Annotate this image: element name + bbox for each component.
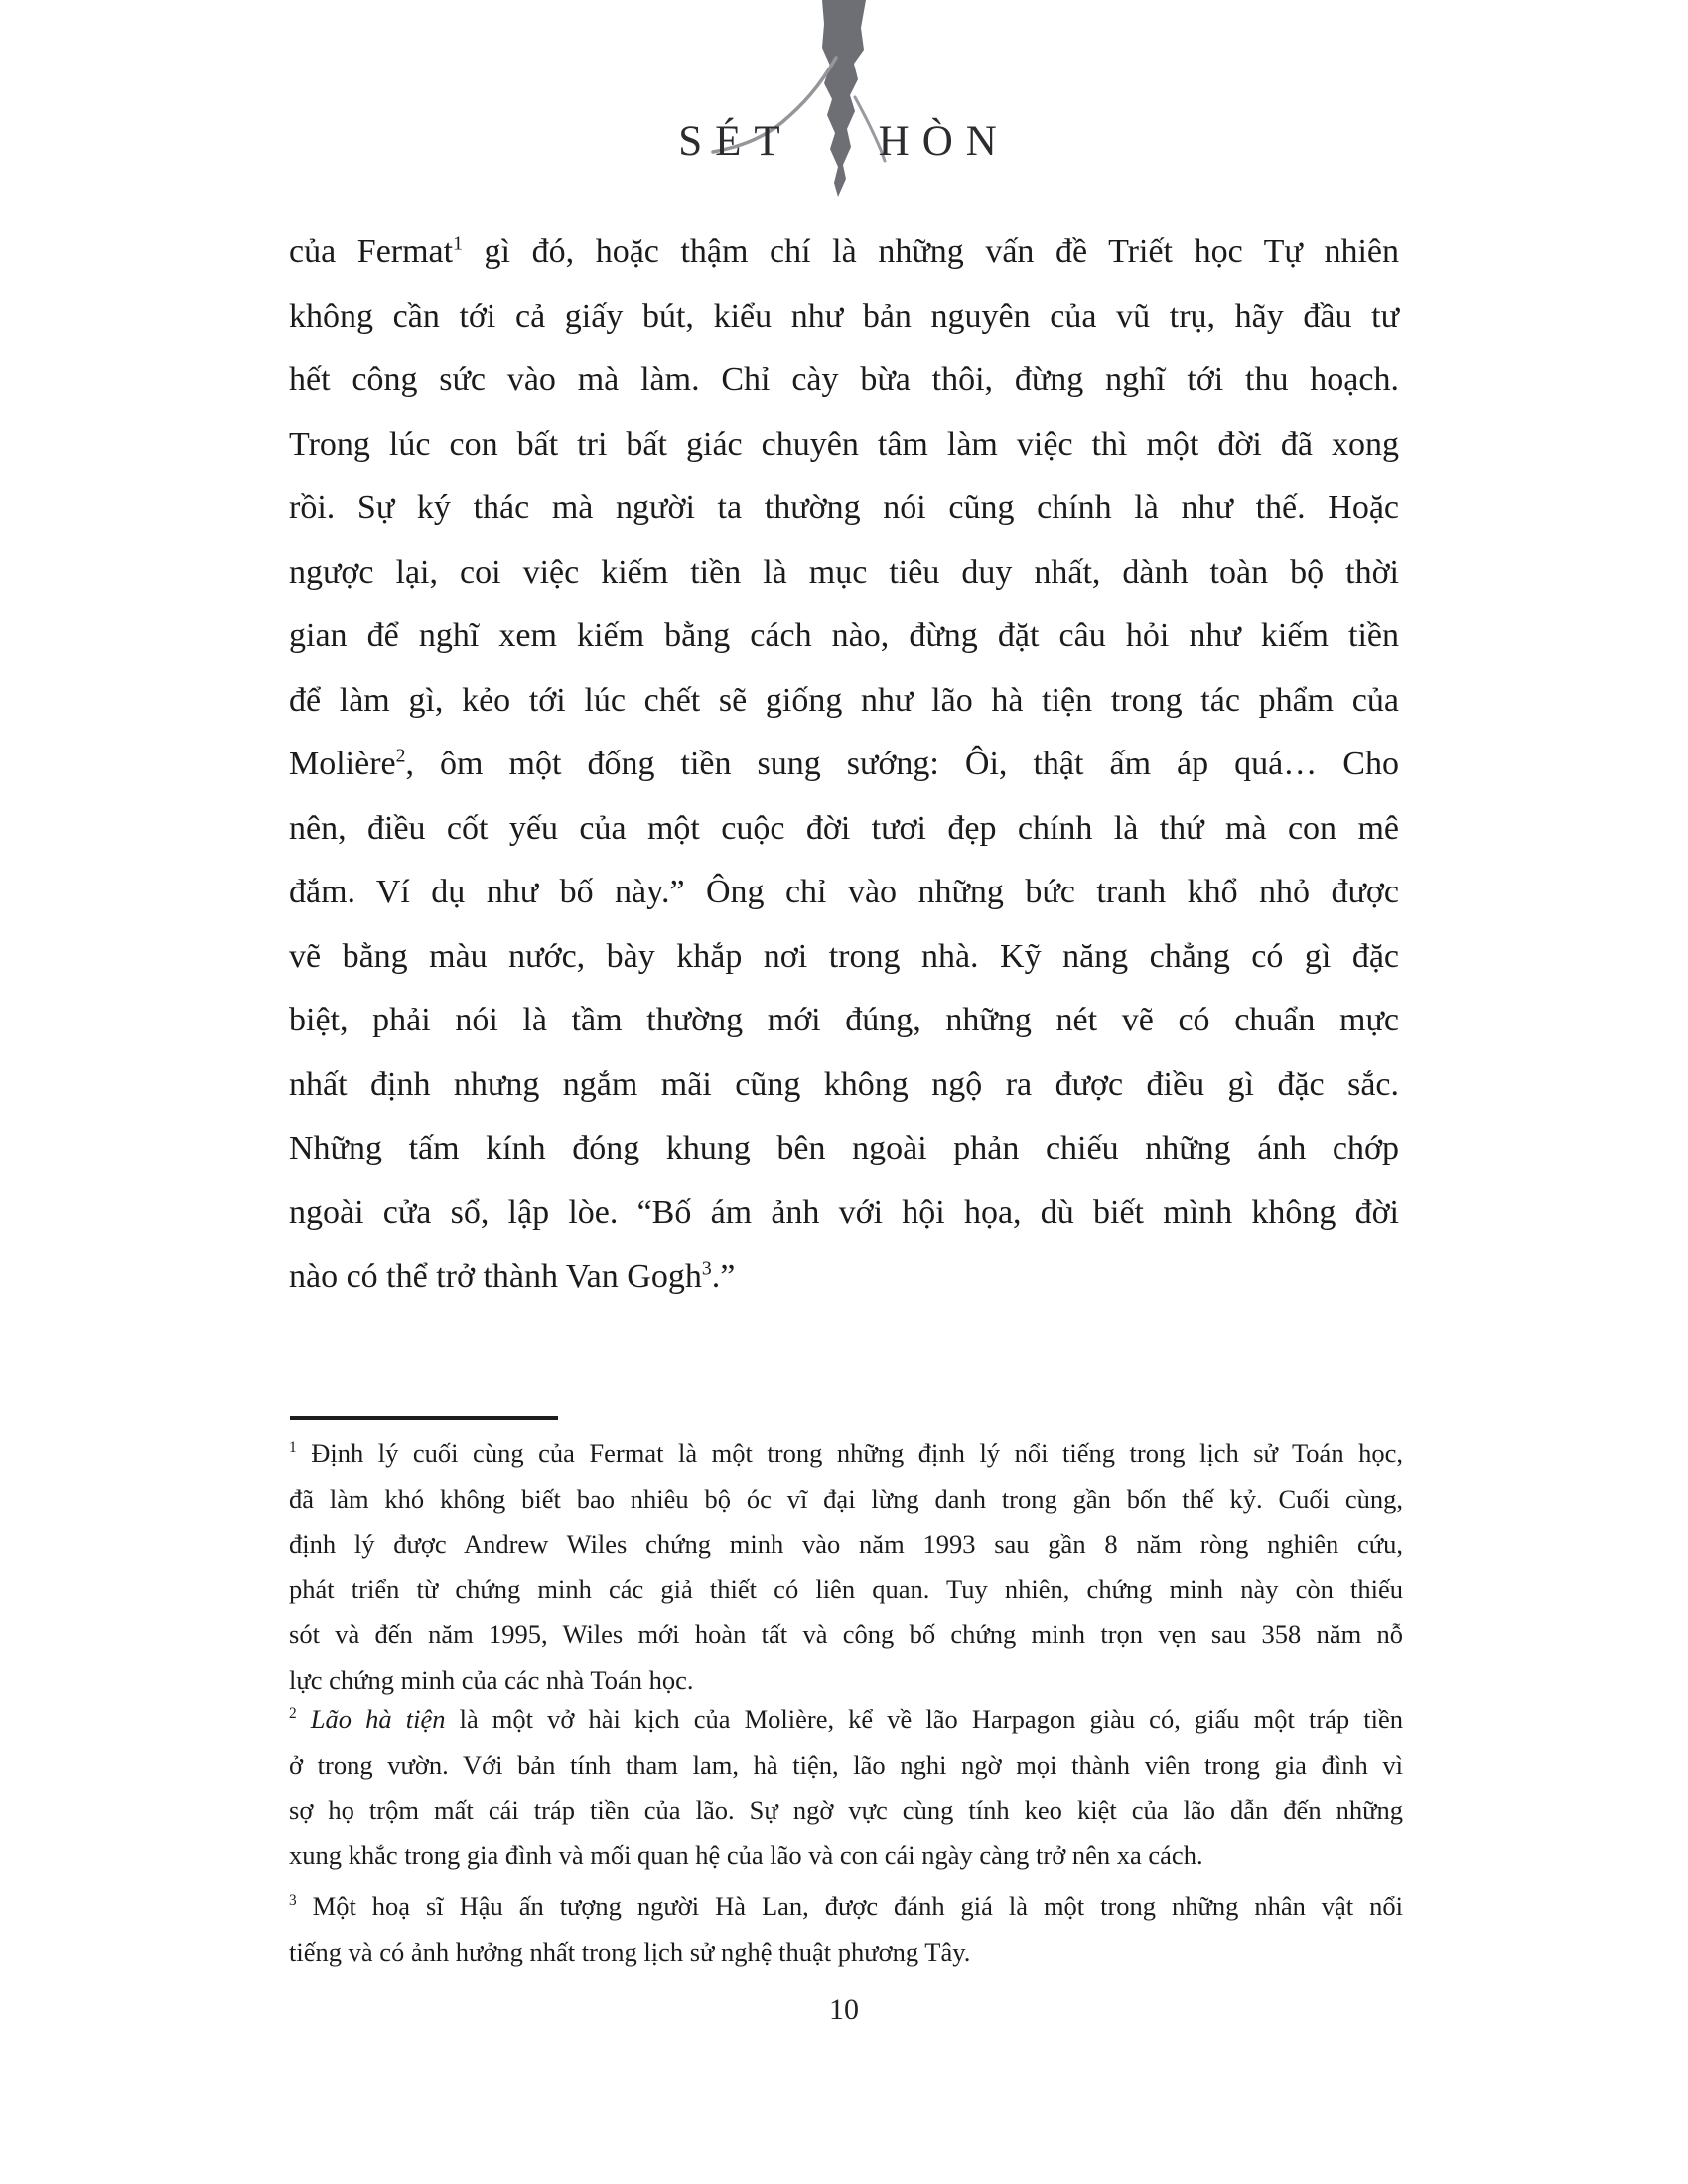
text-segment: của Fermat: [289, 233, 454, 270]
text-line: [289, 348, 1399, 413]
text-segment: Molière: [289, 746, 396, 782]
body-text: [289, 220, 1399, 1309]
footnote-marker: 3: [289, 1892, 297, 1910]
text-line: [289, 1181, 1399, 1246]
text-segment: để làm gì, kẻo tới lúc chết sẽ giống như lão hà tiện trong tác phẩm của: [289, 681, 1399, 719]
text-segment: xung khắc trong gia đình và mối quan hệ của lão và con cái ngày càng trở nên xa cách.: [289, 1840, 1203, 1870]
footnote-1: [289, 1432, 1403, 1703]
header-title-left: SÉT: [678, 118, 793, 165]
text-line: [289, 1522, 1403, 1568]
text-line: [289, 1884, 1403, 1930]
text-segment: đã làm khó không biết bao nhiêu bộ óc vĩ đại lừng danh trong gần bốn thế kỷ. Cuối cùng,: [289, 1483, 1403, 1514]
text-segment: tiếng và có ảnh hưởng nhất trong lịch sử nghệ thuật phương Tây.: [289, 1936, 971, 1967]
footnote-marker: 2: [289, 1706, 297, 1723]
text-segment: sót và đến năm 1995, Wiles mới hoàn tất và công bố chứng minh trọn vẹn sau 358 năm nỗ: [289, 1619, 1403, 1649]
footnote-marker: 3: [701, 1257, 712, 1280]
text-segment: Lão hà tiện: [310, 1705, 446, 1734]
header-title-right: HÒN: [878, 118, 1010, 165]
text-segment: nên, điều cốt yếu của một cuộc đời tươi đẹp chính là thứ mà con mê: [289, 809, 1399, 847]
text-line: [289, 925, 1399, 990]
text-line: [289, 1053, 1399, 1118]
footnote-marker: 2: [395, 745, 406, 767]
text-line: [289, 1477, 1403, 1523]
text-segment: lực chứng minh của các nhà Toán học.: [289, 1664, 694, 1695]
text-segment: phát triển từ chứng minh các giả thiết có liên quan. Tuy nhiên, chứng minh này còn thiếu: [289, 1573, 1403, 1604]
text-line: [289, 220, 1399, 285]
text-line: [289, 1245, 1399, 1309]
text-line: [289, 1930, 1403, 1976]
text-segment: , ôm một đống tiền sung sướng: Ôi, thật ấm áp quá… Cho: [405, 746, 1399, 782]
text-line: [289, 861, 1399, 925]
text-segment: Trong lúc con bất tri bất giác chuyên tâm làm việc thì một đời đã xong: [289, 425, 1399, 463]
footnote-separator: [290, 1416, 558, 1420]
text-segment: Một hoạ sĩ Hậu ấn tượng người Hà Lan, được đánh giá là một trong những nhân vật nổi: [296, 1891, 1403, 1921]
text-segment: định lý được Andrew Wiles chứng minh vào năm 1993 sau gần 8 năm ròng nghiên cứu,: [289, 1529, 1403, 1559]
text-segment: Những tấm kính đóng khung bên ngoài phản chiếu những ánh chớp: [289, 1130, 1399, 1166]
text-line: [289, 1432, 1403, 1477]
text-segment: nào có thể trở thành Van Gogh: [289, 1258, 702, 1295]
text-segment: sợ họ trộm mất cái tráp tiền của lão. Sự ngờ vực cùng tính keo kiệt của lão dẫn đến những: [289, 1795, 1403, 1825]
text-line: [289, 1612, 1403, 1658]
text-line: [289, 1788, 1403, 1834]
footnote-3: [289, 1884, 1403, 1975]
text-line: [289, 989, 1399, 1053]
text-line: [289, 413, 1399, 478]
page-number: 10: [829, 1993, 859, 2026]
text-segment: là một vở hài kịch của Molière, kể về lão Harpagon giàu có, giấu một tráp tiền: [445, 1705, 1404, 1734]
text-line: [289, 1658, 1403, 1704]
text-line: [289, 797, 1399, 862]
text-line: [289, 1834, 1403, 1879]
footnote-2: [289, 1698, 1403, 1878]
text-line: [289, 605, 1399, 669]
text-segment: vẽ bằng màu nước, bày khắp nơi trong nhà. Kỹ năng chẳng có gì đặc: [289, 937, 1399, 975]
text-line: [289, 733, 1399, 797]
text-line: [289, 541, 1399, 606]
footnote-marker: 1: [453, 232, 463, 255]
text-segment: Định lý cuối cùng của Fermat là một trong những định lý nổi tiếng trong lịch sử Toán học,: [296, 1438, 1403, 1468]
text-segment: đắm. Ví dụ như bố này.” Ông chỉ vào những bức tranh khổ nhỏ được: [289, 874, 1399, 910]
text-segment: ngoài cửa sổ, lập lòe. “Bố ám ảnh với hội họa, dù biết mình không đời: [289, 1193, 1399, 1231]
text-segment: ở trong vườn. Với bản tính tham lam, hà tiện, lão nghi ngờ mọi thành viên trong gia đình vì: [289, 1749, 1403, 1780]
text-line: [289, 1568, 1403, 1613]
text-segment: không cần tới cả giấy bút, kiểu như bản nguyên của vũ trụ, hãy đầu tư: [289, 297, 1399, 335]
text-line: [289, 669, 1399, 734]
text-line: [289, 1117, 1399, 1181]
footnote-marker: 1: [289, 1439, 297, 1457]
chapter-header: [0, 117, 1688, 166]
text-segment: .”: [711, 1258, 736, 1295]
text-line: [289, 1743, 1403, 1789]
text-line: [289, 1698, 1403, 1743]
text-segment: ngược lại, coi việc kiếm tiền là mục tiêu duy nhất, dành toàn bộ thời: [289, 553, 1399, 591]
text-segment: rồi. Sự ký thác mà người ta thường nói cũng chính là như thế. Hoặc: [289, 489, 1399, 526]
lightning-bolt-icon: [695, 0, 993, 204]
text-segment: gian để nghĩ xem kiếm bằng cách nào, đừng đặt câu hỏi như kiếm tiền: [289, 617, 1399, 654]
text-segment: biệt, phải nói là tầm thường mới đúng, những nét vẽ có chuẩn mực: [289, 1002, 1399, 1038]
text-line: [289, 477, 1399, 541]
text-segment: [297, 1705, 311, 1734]
text-line: [289, 285, 1399, 349]
text-segment: gì đó, hoặc thậm chí là những vấn đề Triết học Tự nhiên: [462, 233, 1399, 270]
text-segment: nhất định nhưng ngắm mãi cũng không ngộ ra được điều gì đặc sắc.: [289, 1065, 1399, 1103]
text-segment: hết công sức vào mà làm. Chỉ cày bừa thôi, đừng nghĩ tới thu hoạch.: [289, 361, 1399, 398]
